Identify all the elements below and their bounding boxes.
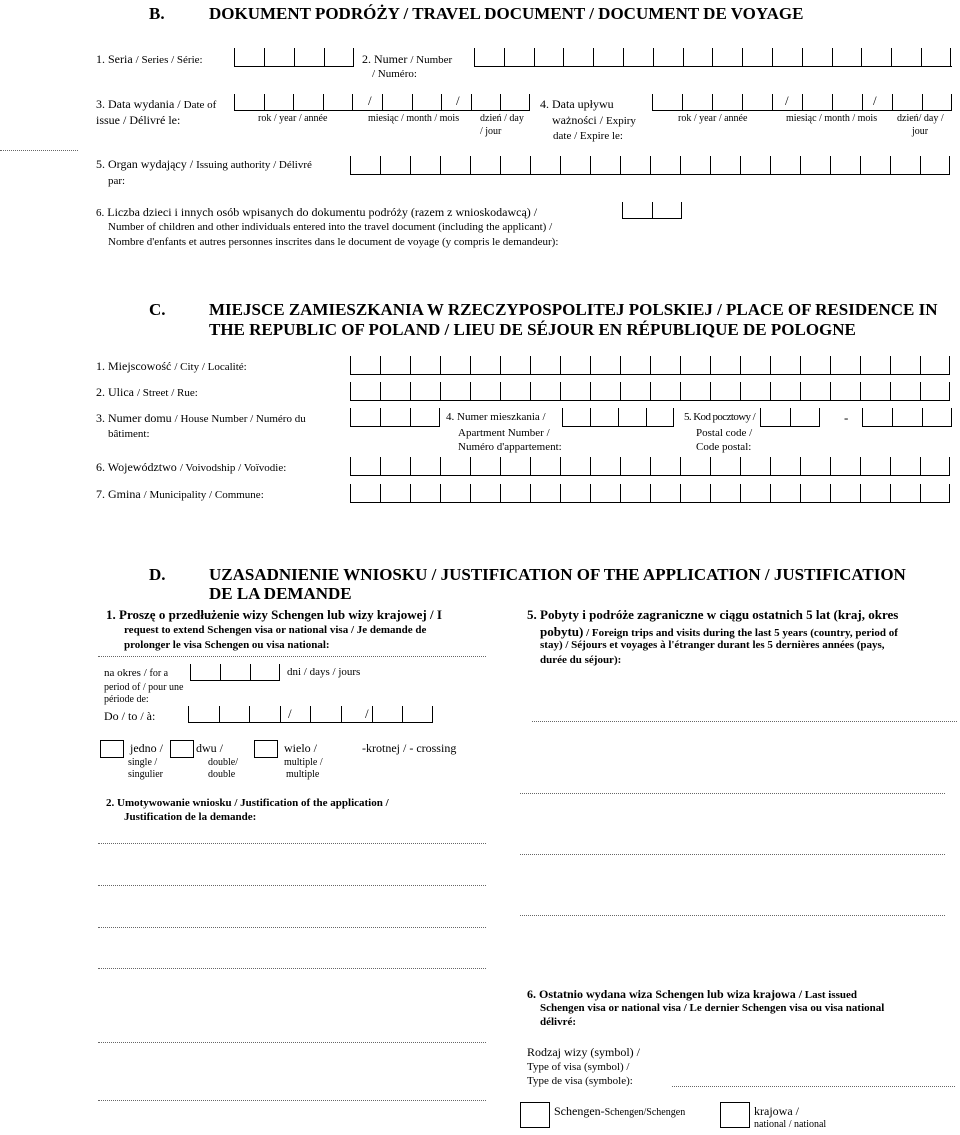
house-number-label-2: bâtiment:	[108, 428, 150, 440]
apartment-label: 4. Numer mieszkania /	[446, 411, 546, 423]
day-caption-2: / jour	[480, 126, 502, 137]
schengen-visa-checkbox[interactable]	[520, 1102, 550, 1128]
postal-code-label-2: Postal code /	[696, 427, 753, 439]
number-input[interactable]	[474, 48, 952, 67]
postal-code-input-2[interactable]	[862, 408, 952, 427]
section-d-title-2: DE LA DEMANDE	[209, 584, 352, 603]
section-c-title: MIEJSCE ZAMIESZKANIA W RZECZYPOSPOLITEJ POLSKIEJ / PLACE OF RESIDENCE IN	[209, 300, 938, 319]
visa-type-label-3: Type de visa (symbole):	[527, 1075, 633, 1087]
separator-rule	[98, 656, 486, 657]
q5-label-3: stay) / Séjours et voyages à l'étranger durant les 5 dernières années (pays,	[540, 639, 885, 651]
series-label: 1. Seria / Series / Série:	[96, 52, 203, 66]
multiple-entry-label-3: multiple	[286, 769, 320, 780]
expiry-date-label-3: date / Expire le:	[553, 130, 623, 142]
answer-line[interactable]	[98, 885, 486, 886]
q6-label-2: Schengen visa or national visa / Le dernier Schengen visa ou visa national	[540, 1002, 885, 1014]
section-c-title-2: THE REPUBLIC OF POLAND / LIEU DE SÉJOUR EN RÉPUBLIQUE DE POLOGNE	[209, 320, 856, 339]
margin-rule	[0, 150, 78, 151]
q1-label-2: request to extend Schengen visa or national visa / Je demande de	[124, 624, 427, 636]
single-entry-label: jedno /	[130, 741, 163, 755]
double-entry-label-2: double/	[208, 757, 238, 768]
visa-type-label: Rodzaj wizy (symbol) /	[527, 1045, 640, 1059]
postal-code-dash: -	[844, 410, 849, 425]
children-count-label: 6. Liczba dzieci i innych osób wpisanych do dokumentu podróży (razem z wnioskodawcą) /	[96, 205, 538, 219]
city-label: 1. Miejscowość / City / Localité:	[96, 359, 247, 373]
section-c-letter: C.	[149, 300, 166, 319]
answer-line[interactable]	[520, 854, 945, 855]
issuing-authority-input[interactable]	[350, 156, 950, 175]
house-number-label: 3. Numer domu / House Number / Numéro du	[96, 411, 306, 425]
crossing-label: -krotnej / - crossing	[362, 741, 457, 755]
voivodship-input[interactable]	[350, 457, 950, 476]
until-label: Do / to / à:	[104, 709, 156, 723]
issue-date-label-2: issue / Délivré le:	[96, 113, 181, 127]
date-slash: /	[873, 93, 877, 108]
date-slash: /	[288, 706, 292, 721]
multiple-entry-label: wielo /	[284, 741, 317, 755]
month-caption: miesiąc / month / mois	[368, 113, 460, 124]
national-visa-checkbox[interactable]	[720, 1102, 750, 1128]
day-caption: dzień / day	[480, 113, 524, 124]
double-entry-checkbox[interactable]	[170, 740, 194, 758]
expiry-date-input[interactable]	[652, 94, 952, 111]
year-caption: rok / year / année	[258, 113, 328, 124]
period-days-input[interactable]	[190, 664, 280, 681]
double-entry-label-3: double	[208, 769, 236, 780]
street-input[interactable]	[350, 382, 950, 401]
date-slash: /	[365, 706, 369, 721]
q5-label-2: pobytu) / Foreign trips and visits during the last 5 years (country, period of	[540, 624, 898, 639]
series-input[interactable]	[234, 48, 354, 67]
voivodship-label: 6. Województwo / Voivodship / Voïvodie:	[96, 460, 287, 474]
visa-type-input[interactable]	[672, 1086, 955, 1087]
answer-line[interactable]	[98, 1100, 486, 1101]
q1-label-3: prolonger le visa Schengen ou visa national:	[124, 639, 330, 651]
single-entry-label-3: singulier	[128, 769, 163, 780]
month-caption: miesiąc / month / mois	[786, 113, 878, 124]
q5-label: 5. Pobyty i podróże zagraniczne w ciągu ostatnich 5 lat (kraj, okres	[527, 607, 899, 622]
municipality-label: 7. Gmina / Municipality / Commune:	[96, 487, 264, 501]
apartment-label-2: Apartment Number /	[458, 427, 550, 439]
days-caption: dni / days / jours	[287, 666, 361, 678]
single-entry-label-2: single /	[128, 757, 158, 768]
multiple-entry-label-2: multiple /	[284, 757, 323, 768]
municipality-input[interactable]	[350, 484, 950, 503]
children-count-input[interactable]	[622, 202, 682, 219]
street-label: 2. Ulica / Street / Rue:	[96, 385, 198, 399]
year-caption: rok / year / année	[678, 113, 748, 124]
multiple-entry-checkbox[interactable]	[254, 740, 278, 758]
period-label-3: période de:	[104, 694, 149, 705]
period-label-2: period of / pour une	[104, 682, 184, 693]
issuing-authority-label: 5. Organ wydający / Issuing authority / Délivré	[96, 157, 312, 171]
answer-line[interactable]	[98, 1042, 486, 1043]
date-slash: /	[368, 93, 372, 108]
q1-label: 1. Proszę o przedłużenie wizy Schengen lub wizy krajowej / I	[106, 607, 442, 622]
q6-label: 6. Ostatnio wydana wiza Schengen lub wiza krajowa / Last issued	[527, 987, 858, 1001]
section-b-letter: B.	[149, 4, 165, 23]
answer-line[interactable]	[520, 793, 945, 794]
double-entry-label: dwu /	[196, 741, 223, 755]
answer-line[interactable]	[98, 927, 486, 928]
section-b-title: DOKUMENT PODRÓŻY / TRAVEL DOCUMENT / DOCUMENT DE VOYAGE	[209, 4, 804, 23]
postal-code-input-1[interactable]	[760, 408, 820, 427]
postal-code-label: 5. Kod pocztowy /	[684, 411, 756, 423]
issue-date-input[interactable]	[234, 94, 530, 111]
postal-code-label-3: Code postal:	[696, 441, 752, 453]
q2-label-2: Justification de la demande:	[124, 811, 257, 823]
day-caption-2: jour	[912, 126, 929, 137]
q2-label: 2. Umotywowanie wniosku / Justification of the application /	[106, 797, 389, 809]
number-label: 2. Numer / Number	[362, 52, 453, 66]
day-caption: dzień/ day /	[897, 113, 944, 124]
single-entry-checkbox[interactable]	[100, 740, 124, 758]
apartment-label-3: Numéro d'appartement:	[458, 441, 562, 453]
apartment-input[interactable]	[562, 408, 674, 427]
until-date-input[interactable]	[188, 706, 433, 723]
answer-line[interactable]	[98, 968, 486, 969]
issue-date-label: 3. Data wydania / Date of	[96, 97, 217, 111]
section-d-letter: D.	[149, 565, 166, 584]
national-visa-label: krajowa /	[754, 1104, 799, 1118]
period-label: na okres / for a	[104, 667, 169, 679]
expiry-date-label-2: ważności / Expiry	[552, 113, 636, 127]
q5-label-4: durée du séjour):	[540, 654, 622, 666]
children-count-label-2: Number of children and other individuals entered into the travel document (including the applicant) /	[108, 221, 553, 233]
section-d-title: UZASADNIENIE WNIOSKU / JUSTIFICATION OF THE APPLICATION / JUSTIFICATION	[209, 565, 906, 584]
expiry-date-label: 4. Data upływu	[540, 97, 614, 111]
answer-line[interactable]	[98, 843, 486, 844]
date-slash: /	[785, 93, 789, 108]
answer-line[interactable]	[532, 721, 957, 722]
issuing-authority-label-2: par:	[108, 175, 126, 187]
date-slash: /	[456, 93, 460, 108]
answer-line[interactable]	[520, 915, 945, 916]
city-input[interactable]	[350, 356, 950, 375]
house-number-input[interactable]	[350, 408, 440, 427]
schengen-visa-label: Schengen-Schengen/Schengen	[554, 1104, 686, 1118]
number-label-fr: / Numéro:	[372, 68, 417, 80]
q6-label-3: délivré:	[540, 1016, 577, 1028]
visa-type-label-2: Type of visa (symbol) /	[527, 1061, 630, 1073]
children-count-label-3: Nombre d'enfants et autres personnes inscrites dans le document de voyage (y compris le demandeur):	[108, 236, 559, 248]
national-visa-label-2: national / national	[754, 1119, 827, 1130]
